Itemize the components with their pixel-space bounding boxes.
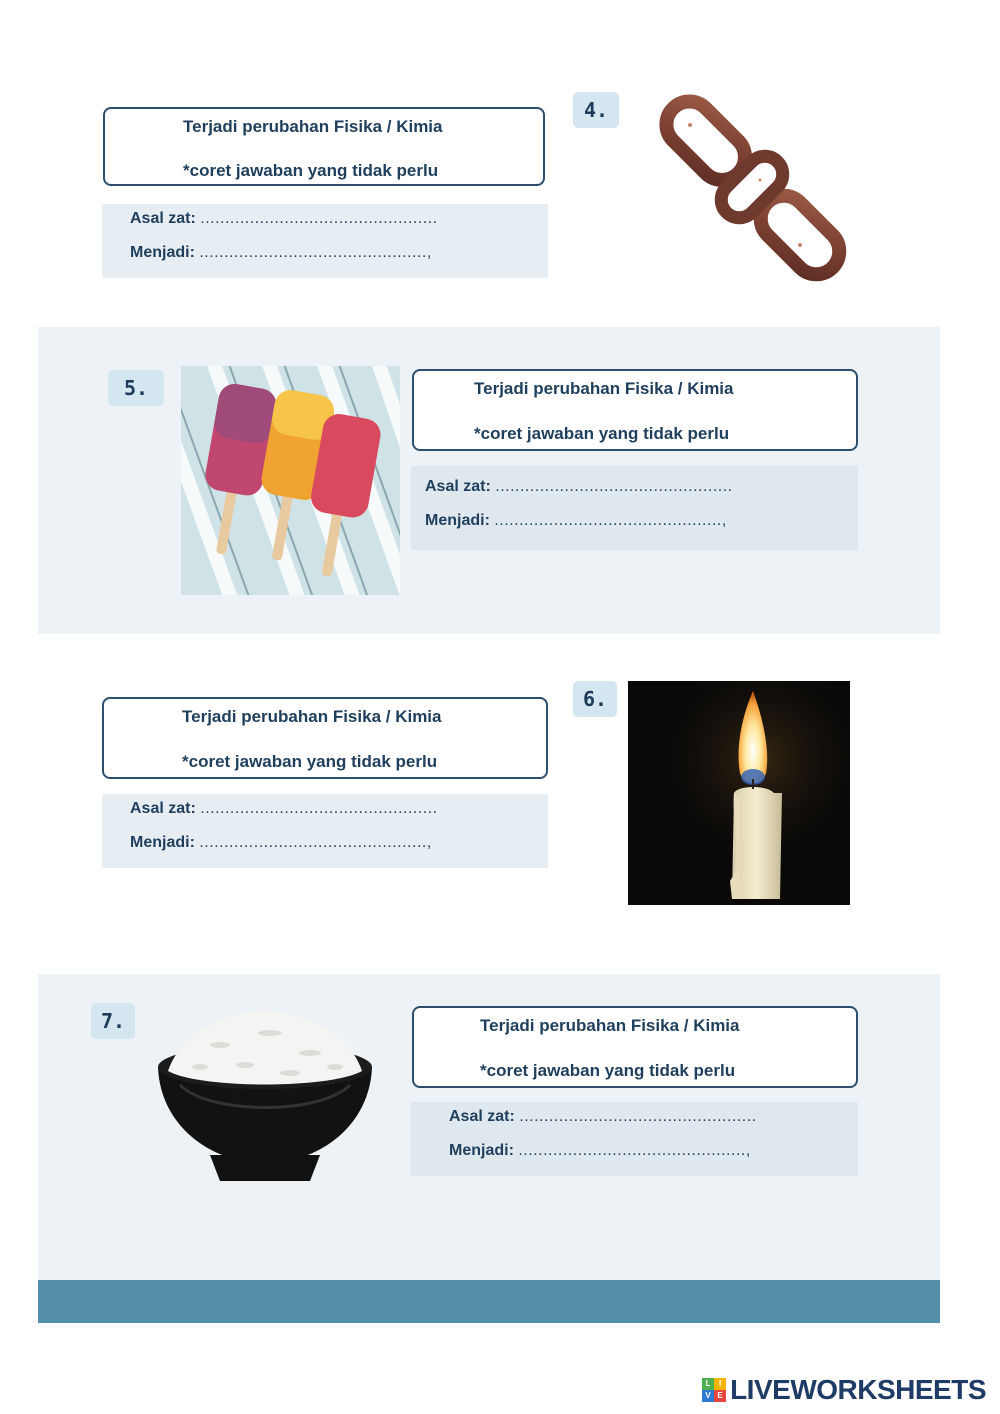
rusty-chain-image	[650, 85, 860, 285]
answer-row-from	[130, 210, 438, 228]
answer-row-to	[449, 1142, 751, 1160]
question-box-4	[103, 107, 545, 186]
answer-field-from[interactable]: ................................................	[495, 478, 733, 495]
logo-letter: L	[702, 1378, 714, 1390]
liveworksheets-logo-icon	[702, 1378, 726, 1402]
answer-row-to	[130, 834, 432, 852]
logo-letter: E	[714, 1390, 726, 1402]
question-box-7	[412, 1006, 858, 1088]
question-number-5: 5.	[108, 370, 164, 406]
question-text: Terjadi perubahan Fisika / Kimia	[182, 707, 442, 726]
brand-name: LIVEWORKSHEETS	[730, 1374, 986, 1405]
burning-candle-image	[628, 681, 850, 905]
instruction-text: *coret jawaban yang tidak perlu	[183, 161, 439, 180]
liveworksheets-brand[interactable]	[702, 1375, 986, 1405]
instruction-text: *coret jawaban yang tidak perlu	[480, 1061, 736, 1080]
answer-field-from[interactable]: ................................................	[519, 1108, 757, 1125]
answer-row-to	[425, 512, 727, 530]
question-number-6: 6.	[573, 681, 617, 717]
answer-field-to[interactable]: ..............................................,	[494, 512, 727, 529]
answer-field-from[interactable]: ................................................	[200, 800, 438, 817]
logo-letter: I	[714, 1378, 726, 1390]
instruction-text: *coret jawaban yang tidak perlu	[182, 752, 438, 771]
answer-row-from	[449, 1108, 757, 1126]
answer-field-to[interactable]: ..............................................,	[199, 834, 432, 851]
answer-field-to[interactable]: ..............................................,	[518, 1142, 751, 1159]
answer-field-to[interactable]: ..............................................,	[199, 244, 432, 261]
question-box-6	[102, 697, 548, 779]
answer-row-from	[425, 478, 733, 496]
answer-row-to	[130, 244, 432, 262]
answer-box-7	[411, 1102, 858, 1176]
question-text: Terjadi perubahan Fisika / Kimia	[480, 1016, 740, 1035]
answer-label-to: Menjadi:	[449, 1142, 514, 1159]
answer-box-4	[102, 204, 548, 278]
answer-label-to: Menjadi:	[130, 834, 195, 851]
answer-label-to: Menjadi:	[425, 512, 490, 529]
logo-letter: V	[702, 1390, 714, 1402]
answer-label-from: Asal zat:	[130, 800, 196, 817]
answer-label-from: Asal zat:	[130, 210, 196, 227]
popsicles-image	[181, 366, 400, 595]
question-number-4: 4.	[573, 92, 619, 128]
answer-label-from: Asal zat:	[425, 478, 491, 495]
answer-field-from[interactable]: ................................................	[200, 210, 438, 227]
answer-label-from: Asal zat:	[449, 1108, 515, 1125]
answer-row-from	[130, 800, 438, 818]
footer-bar	[38, 1280, 940, 1323]
answer-box-6	[102, 794, 548, 868]
answer-box-5	[411, 466, 858, 550]
instruction-text: *coret jawaban yang tidak perlu	[474, 424, 730, 443]
question-number-7: 7.	[91, 1003, 135, 1039]
answer-label-to: Menjadi:	[130, 244, 195, 261]
bowl-of-rice-image	[150, 1005, 380, 1187]
question-text: Terjadi perubahan Fisika / Kimia	[183, 117, 443, 136]
question-text: Terjadi perubahan Fisika / Kimia	[474, 379, 734, 398]
question-box-5	[412, 369, 858, 451]
